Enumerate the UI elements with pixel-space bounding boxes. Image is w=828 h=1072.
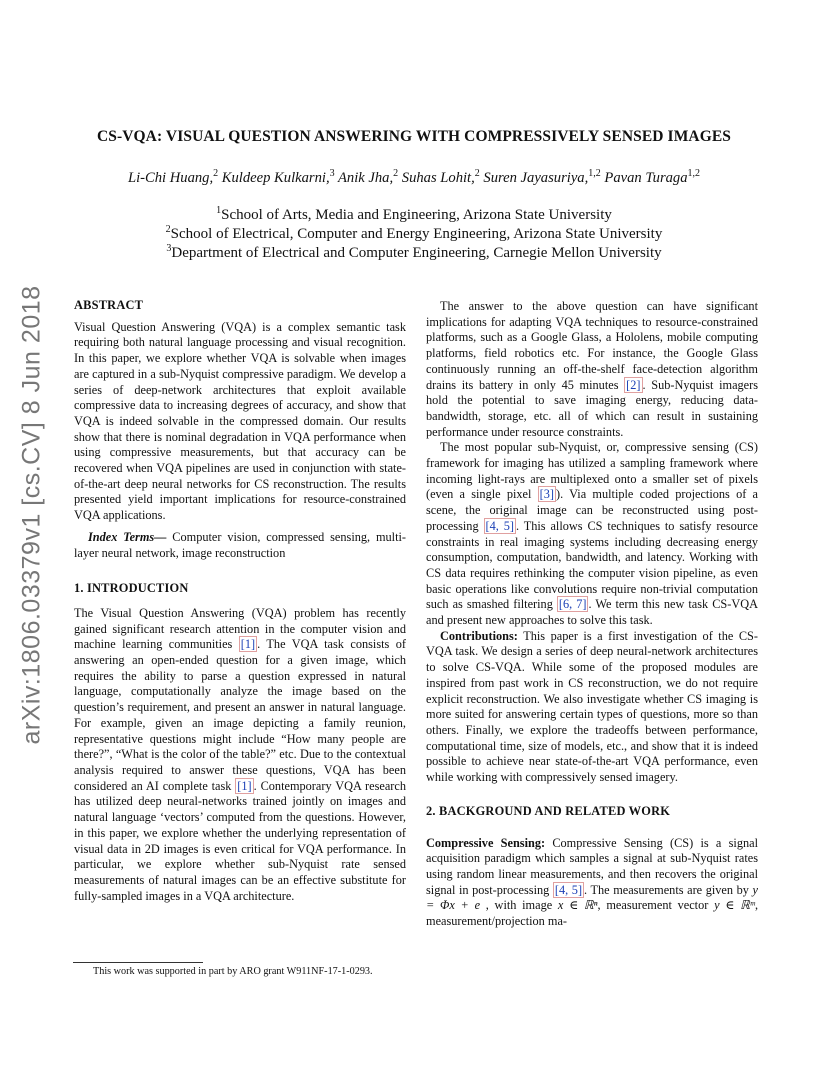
citation-link[interactable]: [1] <box>237 778 252 793</box>
compressive-sensing-label: Compressive Sensing: <box>426 835 546 850</box>
left-column <box>74 298 406 904</box>
body-paragraph: The answer to the above question can have significant implications for adapting VQA techniques to resource-constrained platforms, such as a Google Glass, a Hololens, mobile computing platforms, field robotics etc. For instance, the Google Glass continuously running an off-the-shelf face-detection algorithm drains its battery in only 45 minutes [2] . Sub-Nyquist imagers hold the potential to save imaging energy, reducing data-bandwidth, storage, etc. all of which can result in sustaining performance under resource constraints. <box>426 299 759 439</box>
author: Suren Jayasuriya,$^{1,2}$ <box>483 168 601 186</box>
citation-link[interactable]: [1] <box>240 637 256 652</box>
citation-link[interactable]: [2] <box>626 377 641 392</box>
contributions-paragraph: Contributions: This paper is a first investigation of the CS-VQA task. We design a series of deep neural-network architectures to solve CS-VQA. While some of the proposed modules are inspired from past work in CS reconstruction, we do not require explicit reconstruction. We also investigate whether CS imaging is more suited for answering certain types of questions, more so than others. Finally, we explore the tradeoffs between performance, computational time, size of models, etc., and show that it is indeed possible to achieve near state-of-the-art VQA performance, even while working with compressively sensed imagery. <box>426 628 758 785</box>
author: Li-Chi Huang,$^2$ <box>127 168 219 186</box>
affiliation: $^2$School of Electrical, Computer and Energy Engineering, Arizona State University <box>165 224 663 242</box>
background-paragraph: Compressive Sensing: Compressive Sensing (CS) is a signal acquisition paradigm which samples a signal at sub-Nyquist rates using random linear measurements, and then recovers the original signal in post-processing [4, 5] . The measurements are given by y = Φx + e , with image x ∈ ℝⁿ, measurement vector y ∈ ℝᵐ, measurement/projection ma- <box>426 835 759 929</box>
citation-link[interactable]: [4, 5] <box>554 882 583 897</box>
index-terms: Index Terms— Computer vision, compressed sensing, multi-layer neural network, image reconstruction <box>74 529 406 560</box>
equation: y = Φx + e <box>426 882 758 913</box>
footnote-divider <box>73 962 203 963</box>
arxiv-sidebar <box>0 285 64 745</box>
paper-title: CS-VQA: VISUAL QUESTION ANSWERING WITH COMPRESSIVELY SENSED IMAGES <box>96 128 732 145</box>
abstract-heading: ABSTRACT <box>74 298 144 312</box>
citation-link[interactable]: [3] <box>539 487 554 502</box>
background-heading: 2. BACKGROUND AND RELATED WORK <box>426 803 671 818</box>
author-list <box>0 168 828 187</box>
author: Pavan Turaga$^{1,2}$ <box>604 168 701 186</box>
intro-heading: 1. INTRODUCTION <box>74 581 189 596</box>
arxiv-id: arXiv:1806.03379v1 [cs.CV] 8 Jun 2018 <box>17 285 46 745</box>
equation: x ∈ ℝⁿ <box>557 898 598 913</box>
affiliation: $^3$Department of Electrical and Computer Engineering, Carnegie Mellon University <box>166 243 662 261</box>
author: Anik Jha,$^2$ <box>337 168 399 186</box>
affiliation: $^1$School of Arts, Media and Engineering, Arizona State University <box>216 205 612 223</box>
equation: y ∈ ℝᵐ <box>714 898 755 913</box>
abstract-text: Visual Question Answering (VQA) is a complex semantic task requiring both natural language processing and visual recognition. In this paper, we explore whether VQA is solvable when images are captured in a sub-Nyquist compressive paradigm. We develop a series of deep-network architectures that exploit available compressive data to increasing degrees of accuracy, and show that VQA is indeed solvable in the compressed domain. Our results show that there is nominal degradation in VQA performance when using compressive measurements, but that accuracy can be recovered when VQA pipelines are used in conjunction with state-of-the-art deep neural networks for CS reconstruction. The results presented yield important implications for resource-constrained VQA applications. <box>74 319 406 523</box>
index-terms-label: Index Terms— <box>88 529 167 544</box>
citation-link[interactable]: [6, 7] <box>558 597 587 612</box>
footnote: This work was supported in part by ARO grant W911NF-17-1-0293. <box>93 966 373 977</box>
author: Suhas Lohit,$^2$ <box>401 168 480 186</box>
contributions-label: Contributions: <box>440 628 518 643</box>
author: Kuldeep Kulkarni,$^3$ <box>221 168 335 186</box>
body-paragraph: The most popular sub-Nyquist, or, compressive sensing (CS) framework for imaging has utilized a sampling framework where incoming light-rays are multiplexed onto a smaller set of pixels (even a single pixel [3] ). Via multiple coded projections of a scene, the original image can be reconstructed using post-processing [4, 5] . This allows CS techniques to satisfy resource constraints in real imaging systems including decreasing energy consumption, computation, bandwidth, and latency. Working with CS data requires rethinking the computer vision pipeline, as even basic operations like convolutions require non-trivial computation such as smashed filtering [6, 7] . We term this new task CS-VQA and present new approaches to solve this task. <box>426 440 758 628</box>
citation-link[interactable]: [4, 5] <box>485 518 514 533</box>
intro-paragraph: The Visual Question Answering (VQA) problem has recently gained significant research attention in the computer vision and machine learning communities [1] . The VQA task consists of answering an open-ended question for a given image, which requires the ability to parse a question expressed in natural language, computationally analyze the image based on the question’s requirement, and present an answer in natural language. For example, given an image depicting a family reunion, representative questions might include “How many people are there?”, “What is the color of the table?” etc. Due to the contextual analysis required to answer these questions, VQA has been considered an AI complete task [1] . Contemporary VQA research has utilized deep neural-networks trained jointly on images and natural language ‘vectors’ computed from the questions. However, in this paper, we explore whether the underlying representation of visual data in 2D images is even critical for VQA performance. In particular, we explore whether sub-Nyquist rate sensed measurements of natural images can be an effective substitute for fully-sampled images in a VQA architecture. <box>74 605 406 903</box>
right-column <box>426 299 758 930</box>
